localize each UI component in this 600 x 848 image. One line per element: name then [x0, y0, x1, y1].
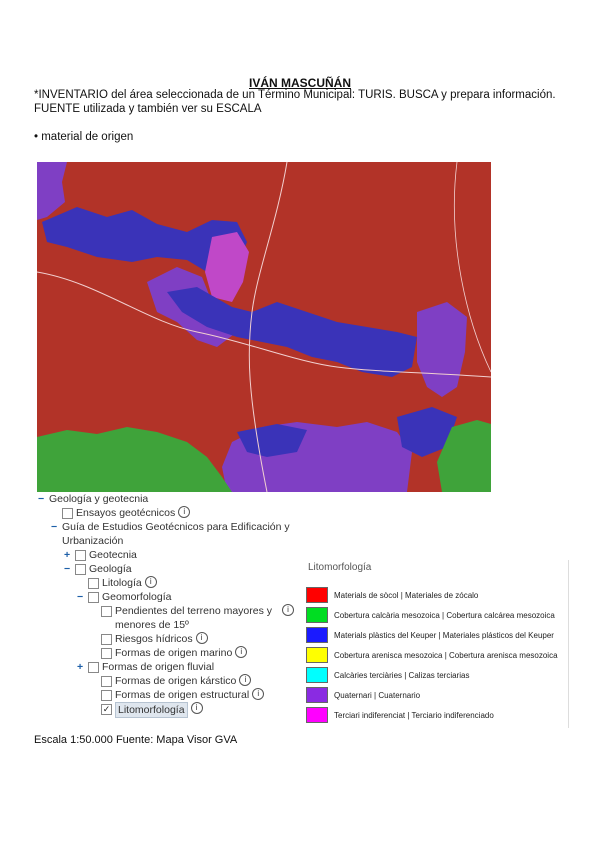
tree-item[interactable] — [32, 632, 294, 646]
info-icon[interactable]: i — [145, 576, 157, 588]
legend-label: Calcàries terciàries | Calizas terciarias — [334, 670, 470, 680]
collapse-icon[interactable]: − — [38, 493, 45, 505]
legend-swatch — [306, 687, 328, 703]
map-canvas — [37, 162, 491, 492]
layer-checkbox[interactable] — [88, 662, 99, 673]
tree-item-label: Litología — [102, 577, 142, 589]
layer-checkbox[interactable] — [101, 634, 112, 645]
legend-swatch — [306, 627, 328, 643]
tree-item-label: Riesgos hídricos — [115, 633, 193, 645]
legend-item — [306, 645, 568, 665]
legend-swatch — [306, 667, 328, 683]
layer-checkbox[interactable] — [101, 690, 112, 701]
legend-swatch — [306, 607, 328, 623]
tree-item[interactable] — [32, 492, 294, 506]
tree-item-label: Ensayos geotécnicos — [76, 507, 176, 519]
collapse-icon[interactable]: − — [51, 521, 58, 533]
layer-tree[interactable] — [32, 492, 294, 718]
legend-item — [306, 625, 568, 645]
legend-swatch — [306, 647, 328, 663]
tree-item[interactable] — [32, 548, 294, 562]
layer-checkbox[interactable] — [101, 606, 112, 617]
litomorfologia-map[interactable] — [37, 162, 491, 492]
tree-item[interactable] — [32, 590, 294, 604]
info-icon[interactable]: i — [196, 632, 208, 644]
legend-item — [306, 585, 568, 605]
layer-checkbox[interactable] — [101, 676, 112, 687]
layer-checkbox[interactable] — [88, 578, 99, 589]
expand-icon[interactable]: + — [77, 661, 84, 673]
tree-item-label: Formas de origen estructural — [115, 689, 250, 701]
tree-item-label: Guía de Estudios Geotécnicos para Edificación y Urbanización — [62, 521, 290, 547]
layer-checkbox[interactable]: ✓ — [102, 704, 111, 714]
legend-label: Materials de sòcol | Materiales de zócalo — [334, 590, 479, 600]
tree-item-label: Formas de origen marino — [115, 647, 233, 659]
tree-item-label: Geología y geotecnia — [49, 493, 149, 505]
layer-checkbox[interactable] — [88, 592, 99, 603]
tree-item[interactable] — [32, 506, 294, 520]
tree-item[interactable] — [32, 674, 294, 688]
document-title: IVÁN MASCUÑÁN — [249, 76, 351, 90]
tree-item[interactable] — [32, 646, 294, 660]
tree-item-label: Litomorfología — [115, 702, 188, 718]
legend-label: Cobertura arenisca mesozoica | Cobertura arenisca mesozoica — [334, 650, 558, 660]
legend-label: Cobertura calcària mesozoica | Cobertura calcárea mesozoica — [334, 610, 555, 620]
tree-item[interactable] — [32, 660, 294, 674]
collapse-icon[interactable]: − — [64, 563, 71, 575]
info-icon[interactable]: i — [178, 506, 190, 518]
legend-item — [306, 705, 568, 725]
intro-line-1: *INVENTARIO del área seleccionada de un Término Municipal: TURIS. BUSCA y prepara información. — [34, 89, 556, 101]
legend-label: Quaternari | Cuaternario — [334, 690, 421, 700]
tree-item[interactable] — [32, 520, 294, 548]
intro-text — [34, 88, 574, 116]
tree-item-label: Geotecnia — [89, 549, 137, 561]
layer-checkbox[interactable] — [62, 508, 73, 519]
legend-label: Terciari indiferenciat | Terciario indiferenciado — [334, 710, 494, 720]
tree-item-label: Geomorfología — [102, 591, 172, 603]
bullet-material-origen: • material de origen — [34, 131, 134, 143]
expand-icon[interactable]: + — [64, 549, 71, 561]
info-icon[interactable]: i — [239, 674, 251, 686]
tree-item[interactable] — [32, 576, 294, 590]
tree-item-label: Formas de origen kárstico — [115, 675, 237, 687]
legend-item — [306, 665, 568, 685]
layer-checkbox[interactable] — [75, 564, 86, 575]
legend-item — [306, 685, 568, 705]
layer-checkbox[interactable] — [101, 648, 112, 659]
info-icon[interactable]: i — [191, 702, 203, 714]
info-icon[interactable]: i — [252, 688, 264, 700]
layer-checkbox[interactable] — [75, 550, 86, 561]
legend-label: Materials plàstics del Keuper | Materiales plásticos del Keuper — [334, 630, 554, 640]
info-icon[interactable]: i — [235, 646, 247, 658]
legend-list — [306, 585, 568, 725]
tree-item[interactable] — [32, 688, 294, 702]
tree-item-label: Pendientes del terreno mayores y menores de 15º — [115, 605, 273, 631]
legend-swatch — [306, 707, 328, 723]
tree-item[interactable] — [32, 702, 294, 718]
legend-item — [306, 605, 568, 625]
legend-swatch — [306, 587, 328, 603]
legend-title: Litomorfología — [308, 562, 372, 573]
info-icon[interactable]: i — [282, 604, 294, 616]
tree-item-label: Geología — [89, 563, 132, 575]
tree-item[interactable] — [32, 562, 294, 576]
scale-caption: Escala 1:50.000 Fuente: Mapa Visor GVA — [34, 734, 238, 746]
tree-item[interactable] — [32, 604, 294, 632]
tree-item-label: Formas de origen fluvial — [102, 661, 215, 673]
legend-panel — [306, 560, 569, 728]
intro-line-2: FUENTE utilizada y también ver su ESCALA — [34, 103, 262, 115]
collapse-icon[interactable]: − — [77, 591, 84, 603]
